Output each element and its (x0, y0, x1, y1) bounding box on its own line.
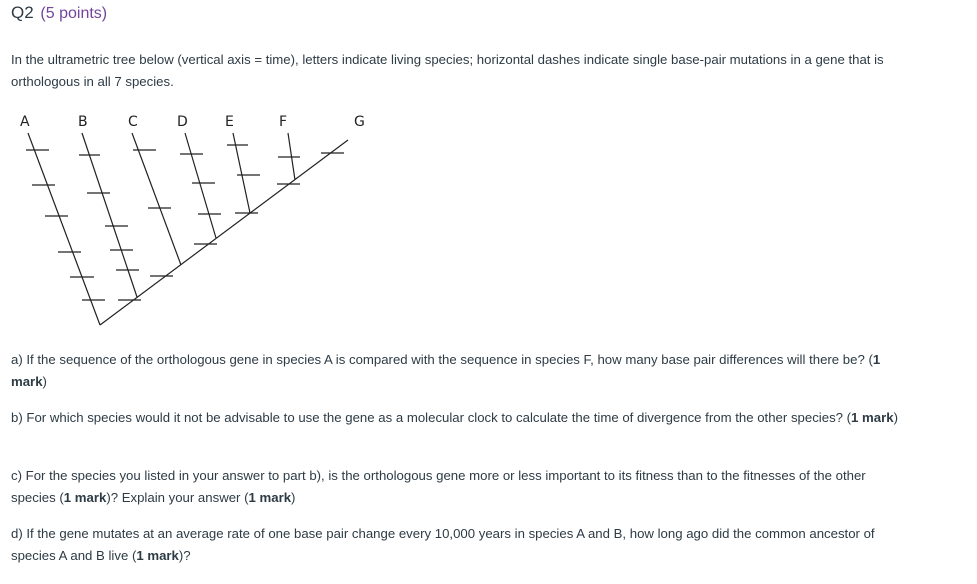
phylogenetic-tree (0, 105, 380, 330)
question-number: Q2 (11, 3, 34, 22)
species-labels (20, 114, 365, 130)
species-label-d: D (177, 114, 188, 130)
intro-paragraph: In the ultrametric tree below (vertical axis = time), letters indicate living species; horizontal dashes indicate single base-pair mutations in a gene that is orthologous in all 7 species. (11, 52, 884, 89)
trunk-g (100, 140, 348, 325)
branch-d (185, 133, 216, 238)
species-label-f: F (279, 114, 288, 130)
question-part-a: a) If the sequence of the orthologous gene in species A is compared with the sequence in species F, how many base pair differences will there be? (1 mark) (11, 352, 881, 389)
species-label-a: A (20, 114, 30, 130)
branch-b (82, 133, 137, 297)
question-points: (5 points) (40, 5, 108, 22)
branch-c (132, 133, 181, 265)
question-part-c: c) For the species you listed in your answer to part b), is the orthologous gene more or less important to its fitness than to the fitnesses of the other species (1 mark)? Explain your answer (1 mark) (11, 468, 866, 505)
species-label-c: C (128, 114, 138, 130)
tree-branches (28, 133, 348, 325)
branch-a (28, 133, 100, 325)
question-part-d: d) If the gene mutates at an average rate of one base pair change every 10,000 years in species A and B, how long ago did the common ancestor of species A and B live (1 mark)? (11, 526, 875, 563)
species-label-g: G (354, 114, 365, 130)
species-label-e: E (225, 114, 234, 130)
mutation-dashes (26, 145, 344, 300)
question-part-b: b) For which species would it not be advisable to use the gene as a molecular clock to calculate the time of divergence from the other species? (1 mark) (11, 410, 898, 425)
question-header (11, 3, 107, 23)
species-label-b: B (78, 114, 88, 130)
